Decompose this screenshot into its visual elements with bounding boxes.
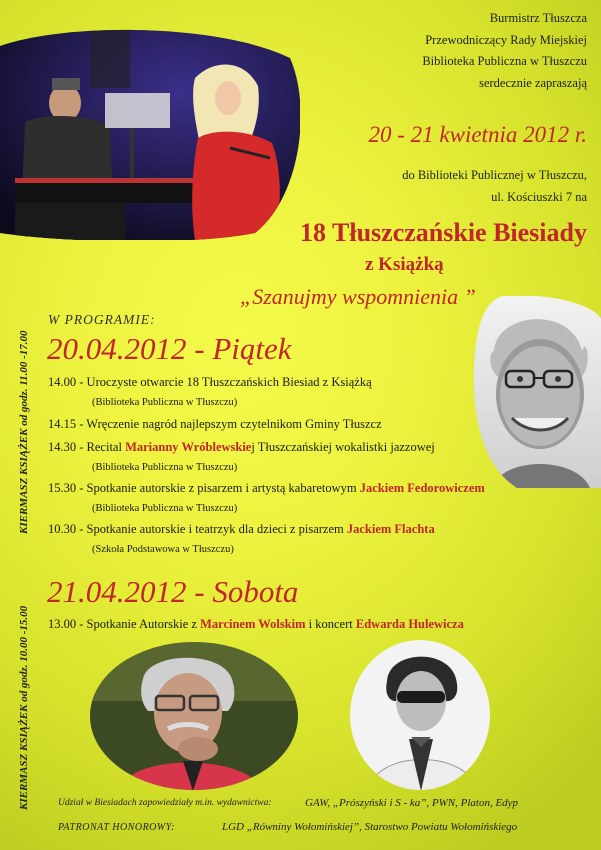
organizer-line: serdecznie zapraszają (479, 75, 587, 90)
program-label: W PROGRAMIE: (48, 312, 156, 327)
event-line (48, 481, 485, 496)
side-fair-friday: KIERMASZ KSIĄŻEK od godz. 11.00 -17.00 (18, 330, 30, 535)
author-name: Marcinem Wolskim (200, 617, 306, 631)
publishers-label: Udział w Biesiadach zapowiedziały m.in. wydawnictwa: (58, 798, 272, 808)
event-line (48, 617, 464, 632)
organizer-line: Przewodniczący Rady Miejskiej (425, 32, 587, 47)
organizer-line: Burmistrz Tłuszcza (489, 11, 587, 25)
event-text: 10.30 - Spotkanie autorskie i teatrzyk dla dzieci z pisarzem (48, 522, 347, 536)
patronage-label: PATRONAT HONOROWY: (58, 822, 175, 833)
event-text: j Tłuszczańskiej wokalistki jazzowej (251, 440, 435, 454)
event-place: (Biblioteka Publiczna w Tłuszczu) (92, 503, 238, 514)
author-name: Jackiem Fedorowiczem (359, 481, 485, 495)
author-name: Jackiem Flachta (346, 522, 435, 536)
concert-photo (0, 28, 300, 240)
organizer-line: Biblioteka Publiczna w Tłuszczu (422, 54, 587, 68)
side-fair-saturday: KIERMASZ KSIĄŻEK od godz. 10.00 -15.00 (18, 605, 30, 810)
day1-heading: 20.04.2012 - Piątek (47, 331, 292, 366)
event-place: (Biblioteka Publiczna w Tłuszczu) (92, 462, 238, 473)
portrait-photo-right (472, 296, 601, 488)
event-place: (Biblioteka Publiczna w Tłuszczu) (92, 397, 238, 408)
event-text: i koncert (305, 617, 356, 631)
organizers (422, 8, 587, 94)
patronage-list: LGD „Równiny Wołomińskiej”, Starostwo Powiatu Wołomińskiego (222, 821, 518, 833)
portrait-photo-bottom-right (349, 639, 491, 791)
performer-name: Marianny Wróblewskie (125, 440, 252, 454)
event-line (48, 440, 435, 455)
event-text: 13.00 - Spotkanie Autorskie z (48, 617, 201, 631)
event-line (48, 522, 435, 537)
event-subtitle: z Książką (365, 254, 444, 275)
event-text: 15.30 - Spotkanie autorskie z pisarzem i artystą kabaretowym (48, 481, 360, 495)
day2-heading: 21.04.2012 - Sobota (47, 574, 299, 609)
event-place: (Szkoła Podstawowa w Tłuszczu) (92, 544, 234, 555)
event-line: 14.15 - Wręczenie nagród najlepszym czytelnikom Gminy Tłuszcz (48, 417, 382, 431)
performer-name: Edwarda Hulewicza (355, 617, 464, 631)
event-dates: 20 - 21 kwietnia 2012 r. (368, 122, 587, 147)
motto: „Szanujmy wspomnienia ” (240, 284, 476, 309)
venue-line: do Biblioteki Publicznej w Tłuszczu, (402, 168, 587, 182)
portrait-photo-bottom-left (88, 641, 300, 791)
venue (402, 165, 587, 208)
event-text: 14.30 - Recital (48, 440, 126, 454)
venue-line: ul. Kościuszki 7 na (491, 189, 587, 204)
event-title: 18 Tłuszczańskie Biesiady (299, 218, 587, 247)
event-line: 14.00 - Uroczyste otwarcie 18 Tłuszczańskich Biesiad z Książką (48, 375, 372, 389)
publishers-list: GAW, „Prószyński i S - ka”, PWN, Platon, Edyp (305, 797, 519, 809)
